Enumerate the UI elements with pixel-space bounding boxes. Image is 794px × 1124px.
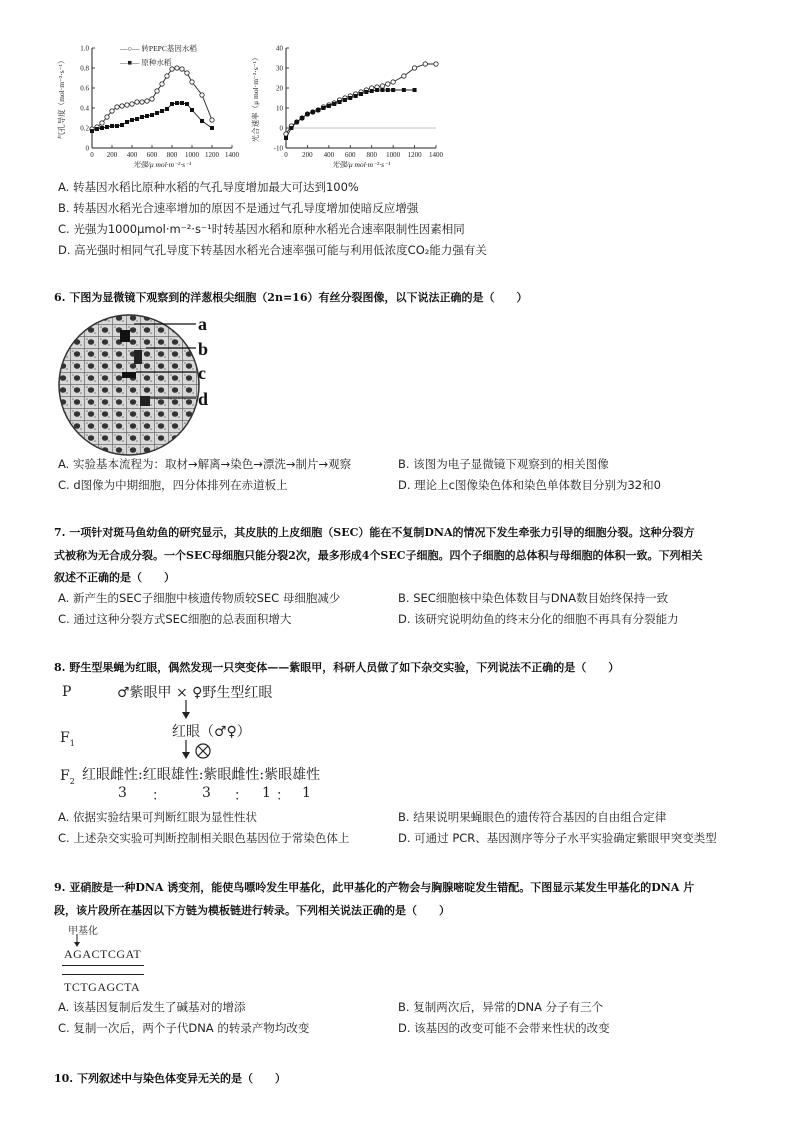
q7-stem-line3: 叙述不正确的是（ ） bbox=[54, 571, 175, 584]
cross-f2-ratio: 3 ： 3 ： 1 ： 1 bbox=[118, 785, 311, 804]
transgenic-point bbox=[165, 74, 169, 78]
q7-option-a[interactable]: A. 新产生的SEC子细胞中核遗传物质较SEC 母细胞减少 bbox=[58, 591, 341, 605]
q9-option-d[interactable]: D. 该基因的改变可能不会带来性状的改变 bbox=[398, 1021, 610, 1035]
cross-f1-result: 红眼（♂♀） bbox=[172, 724, 251, 740]
original-point bbox=[155, 111, 159, 115]
transgenic-point bbox=[135, 100, 139, 104]
transgenic-point bbox=[145, 99, 149, 103]
x-tick-label: 1000 bbox=[386, 151, 401, 159]
original-point bbox=[170, 102, 174, 106]
transgenic-point bbox=[380, 84, 384, 88]
original-point bbox=[343, 98, 347, 102]
original-point bbox=[185, 102, 189, 106]
original-point bbox=[125, 120, 129, 124]
original-point bbox=[115, 124, 119, 128]
y-tick-label: 0 bbox=[279, 124, 283, 133]
transgenic-point bbox=[190, 80, 194, 84]
original-point bbox=[322, 106, 326, 110]
original-point bbox=[305, 112, 309, 116]
label-a: a bbox=[198, 314, 207, 334]
original-point bbox=[175, 101, 179, 105]
cross-f2-phenotypes: 红眼雌性:红眼雄性:紫眼雌性:紫眼雄性 bbox=[82, 767, 321, 783]
original-point bbox=[380, 88, 384, 92]
original-point bbox=[210, 126, 214, 130]
transgenic-point bbox=[412, 66, 416, 70]
original-point bbox=[200, 119, 204, 123]
x-tick-label: 800 bbox=[366, 151, 377, 159]
transgenic-point bbox=[185, 71, 189, 75]
x-tick-label: 600 bbox=[345, 151, 356, 159]
transgenic-point bbox=[100, 121, 104, 125]
transgenic-point bbox=[386, 82, 390, 86]
original-point bbox=[300, 116, 304, 120]
dna-top-strand: AGACTCGAT bbox=[64, 947, 142, 961]
legend-original: —■— 原种水稻 bbox=[120, 58, 172, 67]
transgenic-point bbox=[391, 80, 395, 84]
q6-option-b[interactable]: B. 该图为电子显微镜下观察到的相关图像 bbox=[398, 457, 609, 471]
y-tick-label: 10 bbox=[276, 104, 283, 113]
original-point bbox=[150, 113, 154, 117]
y-tick-label: 0.2 bbox=[80, 124, 89, 133]
original-point bbox=[135, 117, 139, 121]
x-tick-label: 1400 bbox=[225, 151, 239, 159]
original-point bbox=[289, 126, 293, 130]
cross-f1-label: $F_1$ bbox=[60, 730, 75, 748]
transgenic-point bbox=[200, 93, 204, 97]
q9-stem-line2: 段，该片段所在基因以下方链为模板链进行转录。下列相关说法正确的是（ ） bbox=[54, 904, 450, 917]
q6-stem: 6. 下图为显微镜下观察到的洋葱根尖细胞（2n=16）有丝分裂图像，以下说法正确的是（ ） bbox=[54, 291, 528, 304]
cross-f2-label: $F_2$ bbox=[60, 768, 75, 786]
transgenic-point bbox=[180, 67, 184, 71]
q5-option-a[interactable]: A. 转基因水稻比原种水稻的气孔导度增加最大可达到100% bbox=[58, 180, 359, 194]
y-axis-label: 气孔导度（mol·m⁻²·s⁻¹） bbox=[57, 56, 66, 140]
q6-option-d[interactable]: D. 理论上c图像染色体和染色单体数目分别为32和0 bbox=[398, 478, 661, 492]
y-tick-label: 0.4 bbox=[80, 104, 89, 113]
transgenic-point bbox=[155, 89, 159, 93]
x-axis-label: 光强/μ mol·m⁻²·s⁻¹ bbox=[331, 160, 391, 169]
transgenic-point bbox=[115, 105, 119, 109]
original-point bbox=[338, 100, 342, 104]
methylation-arrow bbox=[72, 934, 84, 948]
y-tick-label: 0.8 bbox=[80, 64, 89, 73]
q9-option-b[interactable]: B. 复制两次后，异常的DNA 分子有三个 bbox=[398, 1000, 604, 1014]
y-tick-label: 20 bbox=[276, 84, 283, 93]
q8-option-c[interactable]: C. 上述杂交实验可判断控制相关眼色基因位于常染色体上 bbox=[58, 831, 350, 845]
transgenic-point bbox=[160, 82, 164, 86]
original-point bbox=[160, 109, 164, 113]
cross-p-label: P bbox=[62, 684, 72, 700]
original-point bbox=[364, 90, 368, 94]
x-axis-label: 光强/μ mol·m⁻²·s⁻¹ bbox=[132, 160, 192, 169]
x-tick-label: 400 bbox=[323, 151, 335, 159]
q7-stem-line2: 式被称为无合成分裂。一个SEC母细胞只能分裂2次，最多形成4个SEC子细胞。四个子细胞的总体积与母细胞的体积一致。下列相关 bbox=[54, 549, 703, 562]
label-c: c bbox=[198, 363, 206, 383]
original-point bbox=[140, 115, 144, 119]
y-tick-label: 0 bbox=[85, 144, 89, 153]
original-point bbox=[316, 108, 320, 112]
original-point bbox=[165, 107, 169, 111]
x-tick-label: 600 bbox=[146, 151, 158, 159]
y-axis-label: 光合速率（μ mol·m⁻²·s⁻¹） bbox=[251, 53, 260, 143]
legend-transgenic: —○— 转PEPC基因水稻 bbox=[120, 44, 197, 53]
q7-option-d[interactable]: D. 该研究说明幼鱼的终末分化的细胞不再具有分裂能力 bbox=[398, 612, 679, 626]
q8-option-a[interactable]: A. 依据实验结果可判断红眼为显性性状 bbox=[58, 810, 257, 824]
q8-stem: 8. 野生型果蝇为红眼，偶然发现一只突变体——紫眼甲，科研人员做了如下杂交实验，下列说法不正确的是（ ） bbox=[54, 661, 620, 674]
original-point bbox=[413, 88, 417, 92]
original-point bbox=[284, 136, 288, 140]
original-point bbox=[105, 125, 109, 129]
arrow-selfing bbox=[180, 740, 214, 762]
original-point bbox=[190, 108, 194, 112]
q8-option-d[interactable]: D. 可通过 PCR、基因测序等分子水平实验确定紫眼甲突变类型 bbox=[398, 831, 717, 845]
onion-root-tip-micrograph bbox=[56, 312, 226, 457]
original-point bbox=[145, 114, 149, 118]
original-point bbox=[311, 110, 315, 114]
original-point bbox=[370, 89, 374, 93]
original-point bbox=[332, 102, 336, 106]
original-point bbox=[354, 94, 358, 98]
dna-strand-line-top bbox=[62, 965, 144, 966]
arrow-p-to-f1 bbox=[180, 700, 192, 720]
series-transgenic-line bbox=[286, 64, 436, 134]
methylation-label: 甲基化 bbox=[68, 926, 98, 937]
transgenic-point bbox=[434, 62, 438, 66]
x-tick-label: 1400 bbox=[429, 151, 443, 159]
q5-option-b[interactable]: B. 转基因水稻光合速率增加的原因不是通过气孔导度增加使暗反应增强 bbox=[58, 201, 419, 215]
dna-bottom-strand: TCTGAGCTA bbox=[64, 980, 141, 994]
y-tick-label: 40 bbox=[276, 44, 283, 53]
q5-option-c[interactable]: C. 光强为1000μmol·m⁻²·s⁻¹时转基因水稻和原种水稻光合速率限制性因素相同 bbox=[58, 222, 465, 236]
transgenic-point bbox=[105, 115, 109, 119]
original-point bbox=[391, 88, 395, 92]
transgenic-point bbox=[140, 100, 144, 104]
original-point bbox=[90, 129, 94, 133]
original-point bbox=[95, 127, 99, 131]
x-tick-label: 0 bbox=[90, 151, 94, 159]
q5-option-d[interactable]: D. 高光强时相同气孔导度下转基因水稻光合速率强可能与利用低浓度CO₂能力强有关 bbox=[58, 243, 487, 257]
label-b: b bbox=[198, 339, 209, 359]
q6-option-a[interactable]: A. 实验基本流程为：取材→解离→染色→漂洗→制片→观察 bbox=[58, 457, 352, 471]
transgenic-point bbox=[210, 118, 214, 122]
original-point bbox=[327, 104, 331, 108]
original-point bbox=[130, 118, 134, 122]
transgenic-point bbox=[170, 67, 174, 71]
label-d: d bbox=[198, 389, 209, 409]
transgenic-point bbox=[125, 103, 129, 107]
original-point bbox=[295, 120, 299, 124]
q9-option-c[interactable]: C. 复制一次后，两个子代DNA 的转录产物均改变 bbox=[58, 1021, 310, 1035]
original-point bbox=[375, 88, 379, 92]
x-tick-label: 0 bbox=[284, 151, 288, 159]
q7-option-c[interactable]: C. 通过这种分裂方式SEC细胞的总表面积增大 bbox=[58, 612, 292, 626]
y-tick-label: 1.0 bbox=[80, 44, 89, 53]
transgenic-point bbox=[120, 104, 124, 108]
q6-option-c[interactable]: C. d图像为中期细胞，四分体排列在赤道板上 bbox=[58, 478, 288, 492]
transgenic-point bbox=[402, 74, 406, 78]
stomatal-conductance-chart bbox=[50, 38, 250, 173]
x-tick-label: 1200 bbox=[407, 151, 422, 159]
y-tick-label: 30 bbox=[276, 64, 283, 73]
x-tick-label: 1200 bbox=[205, 151, 219, 159]
x-tick-label: 400 bbox=[126, 151, 138, 159]
cross-p-parents: ♂紫眼甲 × ♀野生型红眼 bbox=[117, 685, 273, 701]
q10-stem: 10. 下列叙述中与染色体变异无关的是（ ） bbox=[54, 1072, 286, 1085]
q8-option-b[interactable]: B. 结果说明果蝇眼色的遗传符合基因的自由组合定律 bbox=[398, 810, 667, 824]
original-point bbox=[386, 88, 390, 92]
q7-stem-line1: 7. 一项针对斑马鱼幼鱼的研究显示，其皮肤的上皮细胞（SEC）能在不复制DNA的情况下发生牵张力引导的细胞分裂。这种分裂方 bbox=[54, 526, 695, 539]
dna-strand-line-bottom bbox=[62, 974, 144, 975]
photosynthesis-rate-chart bbox=[250, 38, 455, 173]
original-point bbox=[120, 123, 124, 127]
transgenic-point bbox=[175, 66, 179, 70]
x-tick-label: 200 bbox=[106, 151, 118, 159]
original-point bbox=[359, 92, 363, 96]
transgenic-point bbox=[150, 97, 154, 101]
original-point bbox=[180, 101, 184, 105]
q7-option-b[interactable]: B. SEC细胞核中染色体数目与DNA数目始终保持一致 bbox=[398, 591, 669, 605]
x-tick-label: 800 bbox=[166, 151, 178, 159]
original-point bbox=[348, 96, 352, 100]
x-tick-label: 1000 bbox=[185, 151, 199, 159]
transgenic-point bbox=[423, 62, 427, 66]
y-tick-label: 0.6 bbox=[80, 84, 89, 93]
transgenic-point bbox=[130, 102, 134, 106]
original-point bbox=[402, 88, 406, 92]
y-tick-label: -10 bbox=[273, 144, 283, 153]
x-tick-label: 200 bbox=[302, 151, 313, 159]
q9-option-a[interactable]: A. 该基因复制后发生了碱基对的增添 bbox=[58, 1000, 246, 1014]
original-point bbox=[110, 124, 114, 128]
q9-stem-line1: 9. 亚硝胺是一种DNA 诱变剂，能使鸟嘌呤发生甲基化，此甲基化的产物会与胸腺嘧啶发生错配。下图显示某发生甲基化的DNA 片 bbox=[54, 881, 695, 894]
transgenic-point bbox=[110, 109, 114, 113]
original-point bbox=[100, 126, 104, 130]
